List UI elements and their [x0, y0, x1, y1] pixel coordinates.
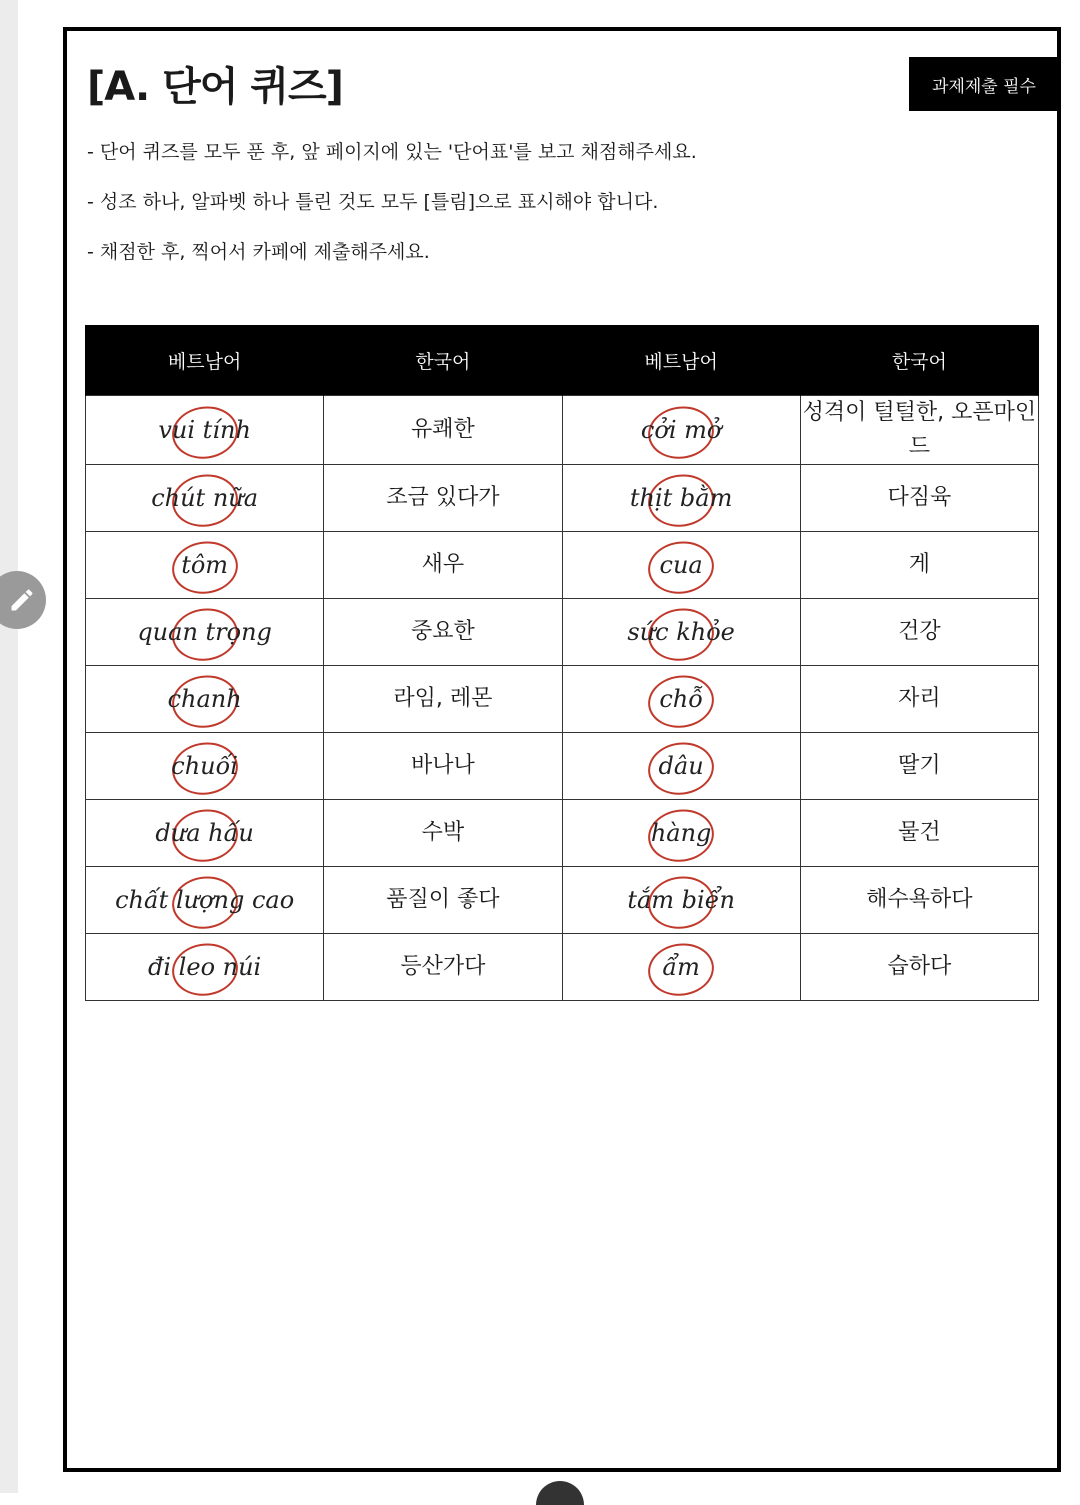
table-row [86, 465, 1039, 532]
column-header-korean-2: 한국어 [800, 325, 1038, 396]
instruction-list [87, 135, 697, 285]
korean-word-cell: 게 [800, 532, 1038, 599]
korean-word-cell: 조금 있다가 [324, 465, 562, 532]
answer-cell [562, 599, 800, 666]
assignment-badge: 과제제출 필수 [909, 57, 1059, 111]
korean-word-cell: 바나나 [324, 733, 562, 800]
handwritten-answer: chất lượng cao [115, 886, 295, 914]
left-scroll-strip [0, 0, 18, 1493]
table-row [86, 599, 1039, 666]
pencil-icon [8, 586, 36, 614]
handwritten-answer: cua [659, 551, 703, 579]
handwritten-answer: đi leo núi [148, 953, 262, 981]
instruction-item: - 채점한 후, 찍어서 카페에 제출해주세요. [87, 241, 430, 263]
handwritten-answer: chỗ [659, 685, 703, 713]
answer-cell [86, 396, 324, 465]
handwritten-answer: sức khỏe [627, 618, 735, 646]
answer-cell [86, 867, 324, 934]
handwritten-answer: chanh [167, 685, 242, 713]
korean-word-cell: 중요한 [324, 599, 562, 666]
answer-cell [562, 934, 800, 1001]
korean-word-cell: 습하다 [800, 934, 1038, 1001]
korean-word-cell: 품질이 좋다 [324, 867, 562, 934]
korean-word-cell: 자리 [800, 666, 1038, 733]
answer-cell [86, 666, 324, 733]
answer-cell [86, 800, 324, 867]
column-header-vietnamese-2: 베트남어 [562, 325, 800, 396]
korean-word-cell: 딸기 [800, 733, 1038, 800]
korean-word-cell: 건강 [800, 599, 1038, 666]
home-indicator[interactable] [536, 1481, 584, 1505]
korean-word-cell: 수박 [324, 800, 562, 867]
instruction-item: - 성조 하나, 알파벳 하나 틀린 것도 모두 [틀림]으로 표시해야 합니다. [87, 191, 659, 213]
instruction-item: - 단어 퀴즈를 모두 푼 후, 앞 페이지에 있는 '단어표'를 보고 채점해주세요. [87, 141, 697, 163]
answer-cell [562, 733, 800, 800]
handwritten-answer: tôm [181, 551, 229, 579]
table-row [86, 867, 1039, 934]
edit-button[interactable] [0, 571, 46, 629]
answer-cell [86, 465, 324, 532]
answer-cell [562, 396, 800, 465]
handwritten-answer: vui tính [158, 416, 251, 444]
answer-cell [86, 934, 324, 1001]
table-row [86, 934, 1039, 1001]
answer-cell [562, 867, 800, 934]
handwritten-answer: hàng [650, 819, 712, 847]
answer-cell [86, 733, 324, 800]
korean-word-cell: 성격이 털털한, 오픈마인드 [800, 396, 1038, 465]
table-row [86, 733, 1039, 800]
handwritten-answer: dâu [658, 752, 704, 780]
handwritten-answer: tắm biển [627, 886, 735, 914]
answer-cell [86, 532, 324, 599]
table-row [86, 800, 1039, 867]
column-header-korean-1: 한국어 [324, 325, 562, 396]
answer-cell [562, 465, 800, 532]
worksheet-page [63, 27, 1061, 1472]
handwritten-answer: thịt bằm [629, 484, 733, 512]
handwritten-answer: chút nữa [151, 484, 259, 512]
table-row [86, 396, 1039, 465]
handwritten-answer: quan trọng [137, 618, 272, 646]
table-row [86, 666, 1039, 733]
answer-cell [562, 532, 800, 599]
column-header-vietnamese-1: 베트남어 [86, 325, 324, 396]
korean-word-cell: 해수욕하다 [800, 867, 1038, 934]
handwritten-answer: cởi mở [640, 416, 722, 444]
table-row [86, 532, 1039, 599]
korean-word-cell: 다짐육 [800, 465, 1038, 532]
handwritten-answer: dưa hấu [155, 819, 254, 847]
korean-word-cell: 라임, 레몬 [324, 666, 562, 733]
korean-word-cell: 새우 [324, 532, 562, 599]
vocab-quiz-table [85, 325, 1039, 1001]
page-title: [A. 단어 퀴즈] [87, 64, 343, 110]
korean-word-cell: 유쾌한 [324, 396, 562, 465]
korean-word-cell: 물건 [800, 800, 1038, 867]
table-header-row [86, 325, 1039, 396]
korean-word-cell: 등산가다 [324, 934, 562, 1001]
answer-cell [562, 800, 800, 867]
answer-cell [562, 666, 800, 733]
handwritten-answer: chuối [171, 752, 238, 780]
handwritten-answer: ẩm [662, 953, 700, 981]
answer-cell [86, 599, 324, 666]
